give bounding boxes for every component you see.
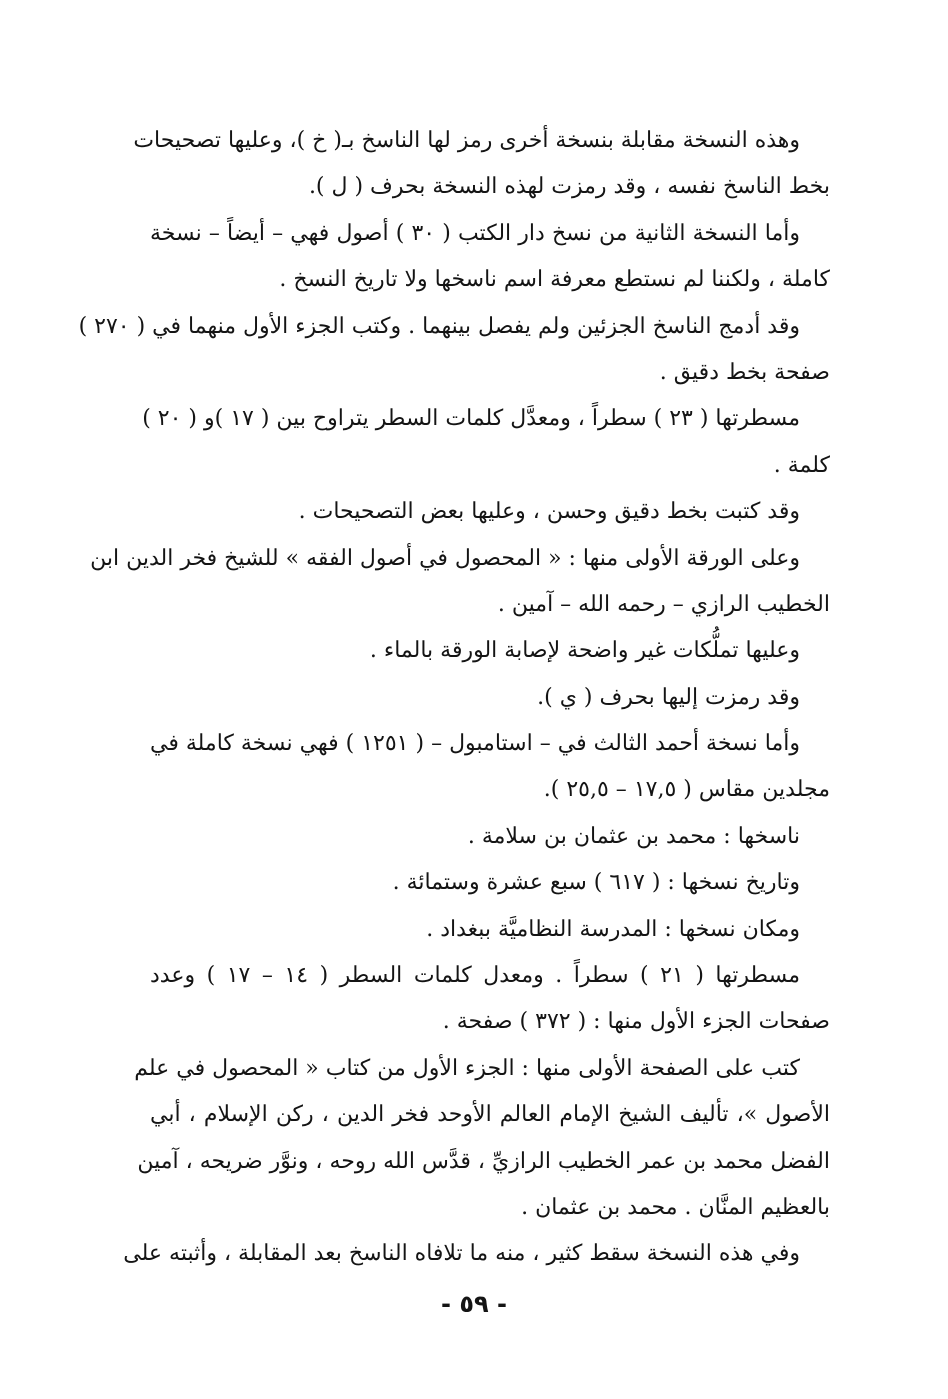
text-line: كلمة .: [773, 452, 830, 478]
text-line: مسطرتها ( ٢٣ ) سطراً ، ومعدَّل كلمات السطر يتراوح بين ( ١٧ )و ( ٢٠ ): [142, 406, 800, 432]
page-number: - ٥٩ -: [441, 1290, 507, 1318]
text-line: وقد أدمج الناسخ الجزئين ولم يفصل بينهما . وكتب الجزء الأول منهما في ( ٢٧٠ ): [78, 313, 800, 339]
text-line: صفحة بخط دقيق .: [659, 359, 830, 385]
text-line: بالعظيم المنَّان . محمد بن عثمان .: [521, 1194, 830, 1220]
text-line: مسطرتها ( ٢١ ) سطراً . ومعدل كلمات السطر ( ١٤ – ١٧ ) وعدد: [150, 963, 800, 989]
text-line: كتب على الصفحة الأولى منها : الجزء الأول من كتاب « المحصول في علم: [134, 1055, 800, 1081]
text-line: وفي هذه النسخة سقط كثير ، منه ما تلافاه الناسخ بعد المقابلة ، وأثبته على: [123, 1241, 800, 1267]
text-line: كاملة ، ولكننا لم نستطع معرفة اسم ناسخها ولا تاريخ النسخ .: [279, 267, 830, 293]
text-line: وقد رمزت إليها بحرف ( ي ).: [537, 684, 800, 710]
text-line: ومكان نسخها : المدرسة النظاميَّة ببغداد .: [426, 916, 800, 942]
text-line: وأما نسخة أحمد الثالث في – استامبول – ( ١٢٥١ ) فهي نسخة كاملة في: [150, 731, 800, 757]
text-line: وأما النسخة الثانية من نسخ دار الكتب ( ٣٠ ) أصول فهي – أيضاً – نسخة: [150, 220, 801, 246]
text-line: الخطيب الرازي – رحمه الله – آمين .: [497, 591, 830, 617]
text-line: الأصول »، تأليف الشيخ الإمام العالم الأوحد فخر الدين ، ركن الإسلام ، أبي: [150, 1102, 830, 1128]
text-line: وهذه النسخة مقابلة بنسخة أخرى رمز لها الناسخ بـ( خ )، وعليها تصحيحات: [133, 128, 800, 153]
text-line: ناسخها : محمد بن عثمان بن سلامة .: [467, 823, 800, 849]
text-line: وقد كتبت بخط دقيق وحسن ، وعليها بعض التصحيحات .: [298, 499, 800, 525]
text-line: صفحات الجزء الأول منها : ( ٣٧٢ ) صفحة .: [442, 1009, 830, 1035]
text-line: وعلى الورقة الأولى منها : « المحصول في أصول الفقه » للشيخ فخر الدين ابن: [90, 545, 800, 571]
text-line: وعليها تملُّكات غير واضحة لإصابة الورقة بالماء .: [369, 638, 800, 664]
text-line: وتاريخ نسخها : ( ٦١٧ ) سبع عشرة وستمائة .: [392, 870, 800, 896]
text-line: مجلدين مقاس ( ١٧,٥ – ٢٥,٥ ).: [543, 777, 830, 803]
text-line: بخط الناسخ نفسه ، وقد رمزت لهذه النسخة بحرف ( ل ).: [308, 174, 830, 200]
text-line: الفضل محمد بن عمر الخطيب الرازيِّ ، قدَّس الله روحه ، ونوَّر ضريحه ، آمين: [137, 1148, 830, 1174]
body-text: [78, 118, 830, 1278]
